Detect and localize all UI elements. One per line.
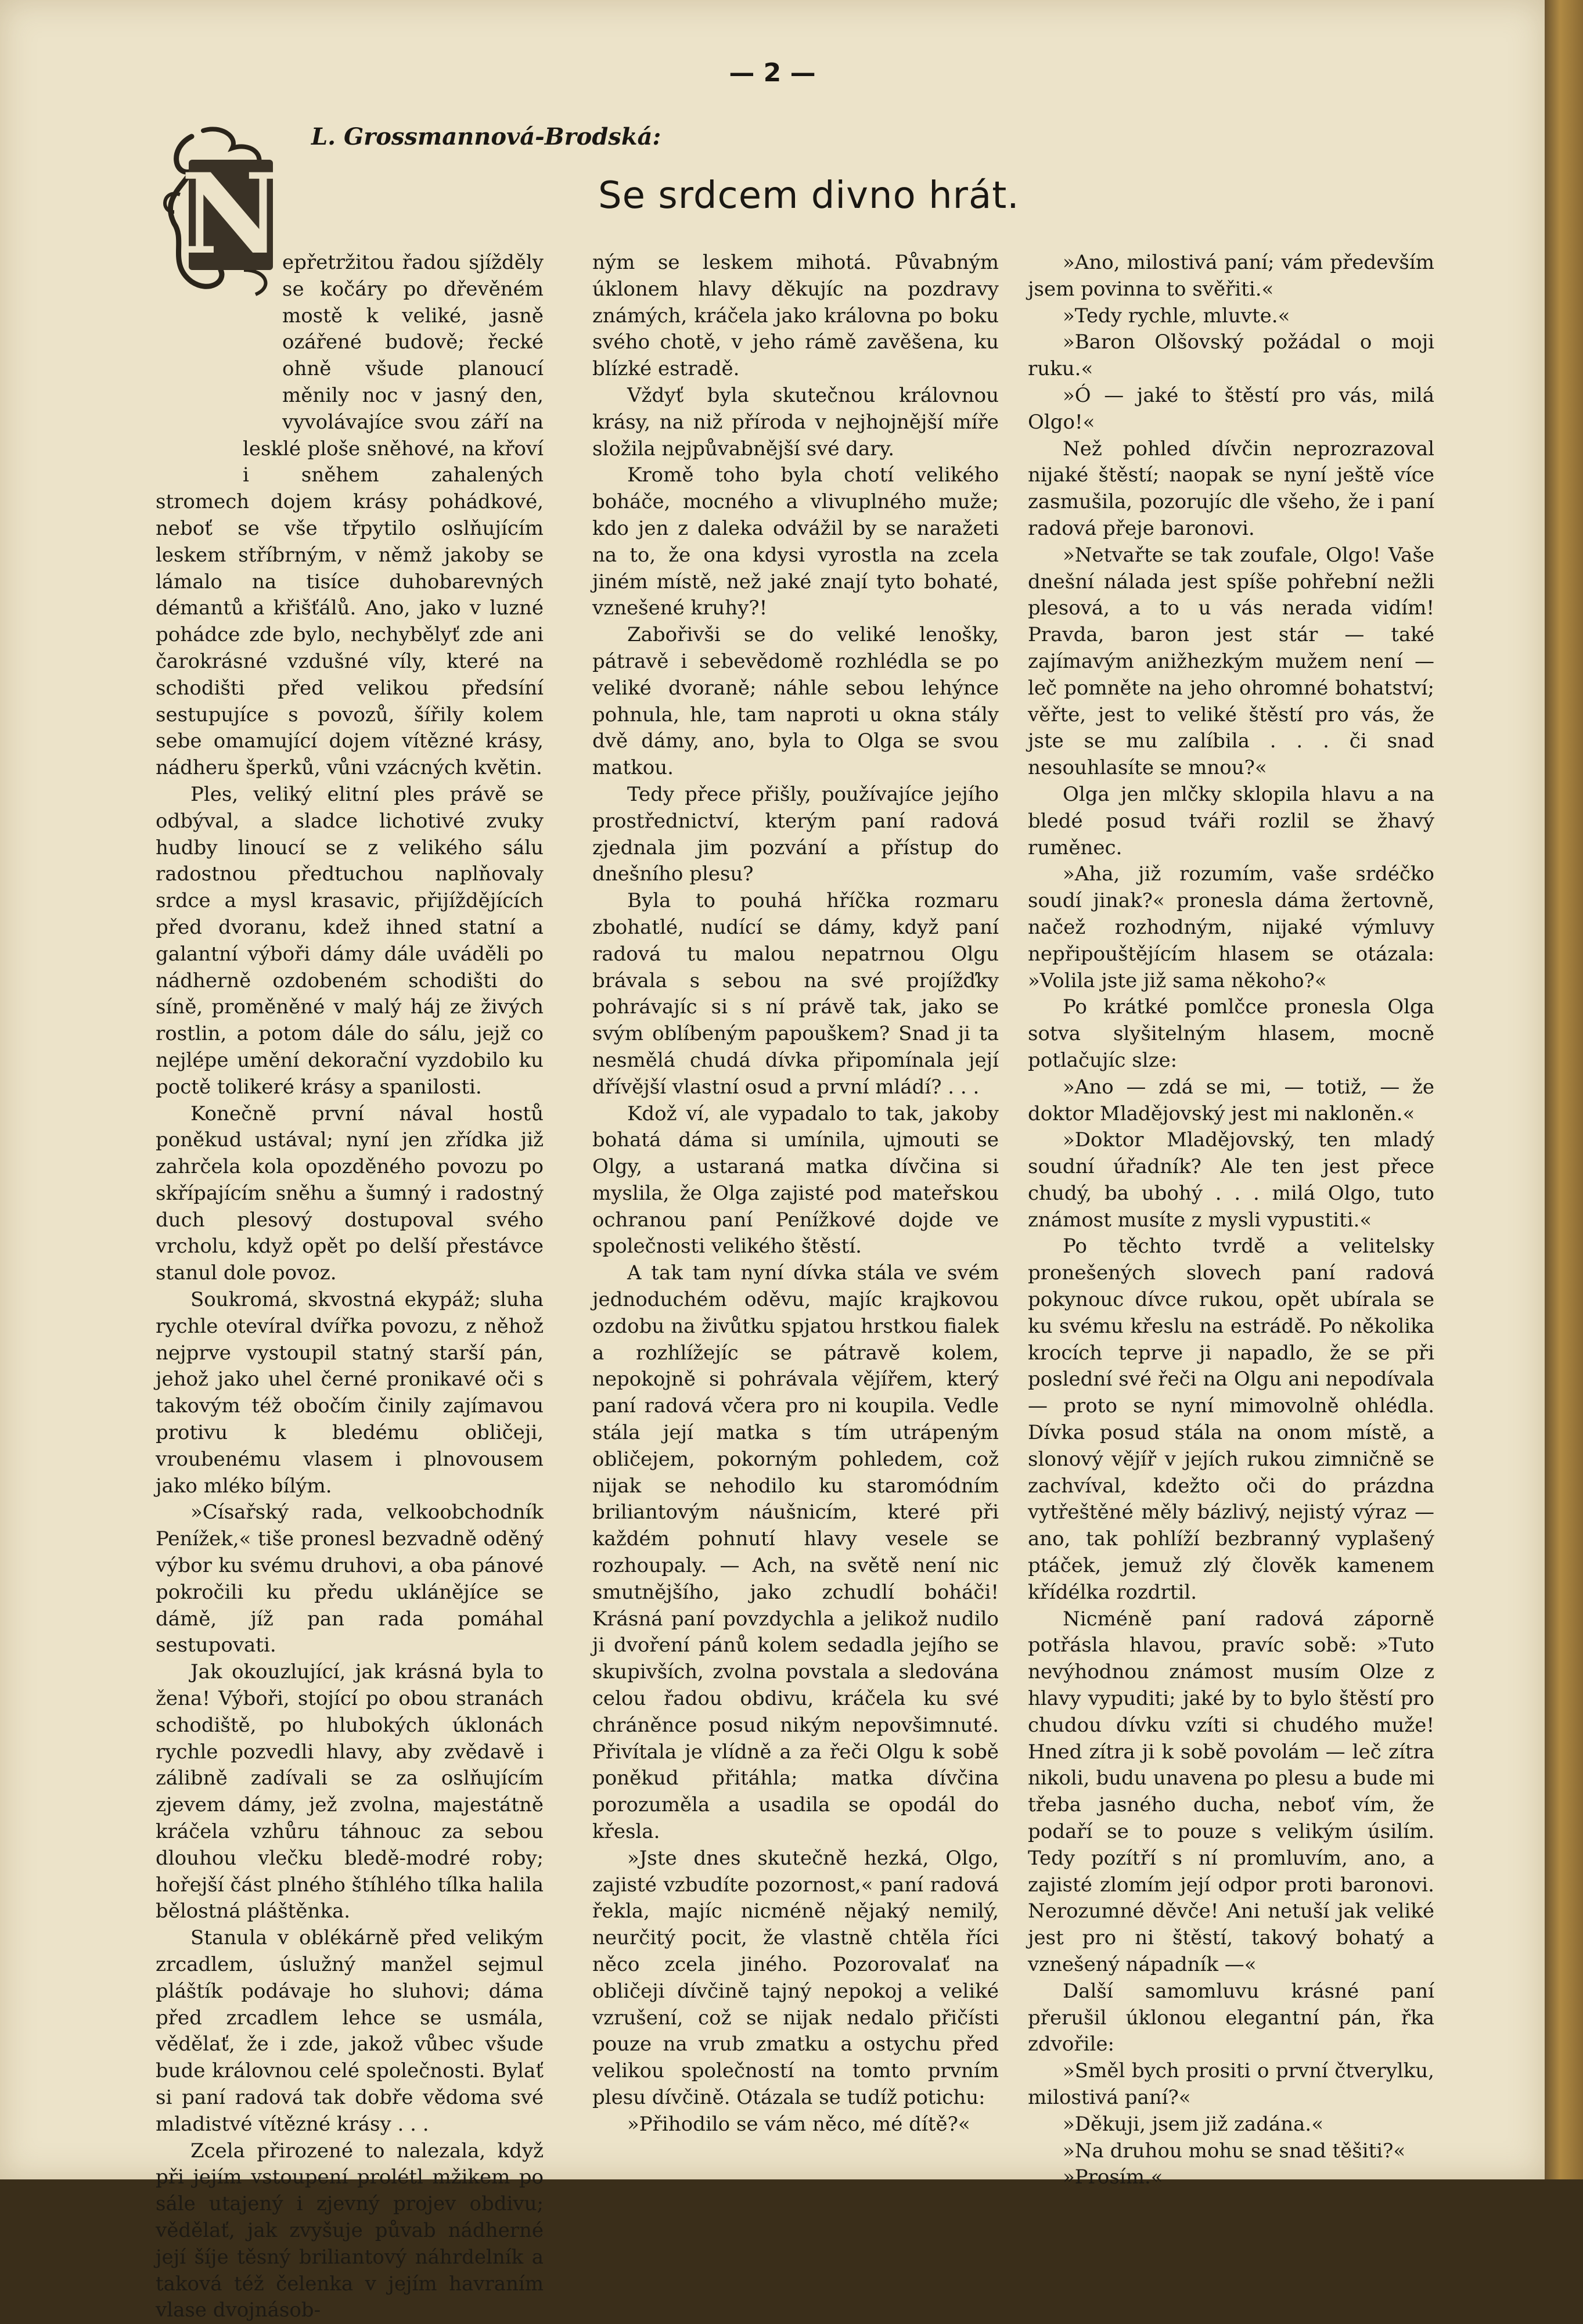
- drop-cap: N: [181, 149, 282, 279]
- paragraph: Jak okouzlující, jak krásná byla to žena! Výboři, stojící po obou stranách schodiště, po hlubokých úklonách rychle pozvedli hlavy, aby zvědavě i zálibně zadívali se za oslňujícím zjevem dámy, jež zvolna, majestátně kráčela vzhůru táhnouc za sebou dlouhou vlečku bledě-modré roby; hořejší část plného štíhlého tílka halila bělostná pláštěnka.: [156, 1660, 544, 1923]
- text-column-3: [1028, 250, 1434, 2191]
- author-byline: L. Grossmannová-Brodská:: [311, 123, 661, 150]
- paragraph: »Na druhou mohu se snad těšiti?«: [1063, 2139, 1406, 2163]
- paragraph: Byla to pouhá hříčka rozmaru zbohatlé, nudící se dámy, když paní radová tu malou nepatrnou Olgu brávala s sebou na své projížďky pohrávajíc si s ní právě tak, jako se svým oblíbeným papouškem? Snad ji ta nesmělá chudá dívka připomínala její dřívější vlastní osud a první mládí? . . .: [592, 889, 999, 1099]
- paragraph: »Doktor Mladějovský, ten mladý soudní úřadník? Ale ten jest přece chudý, ba ubohý . . . milá Olgo, tuto známost musíte z mysli vypustiti.«: [1028, 1128, 1434, 1232]
- text-column-1: [156, 250, 544, 2324]
- text-column-2: [592, 250, 999, 2138]
- paragraph: Než pohled dívčin neprozrazoval nijaké štěstí; naopak se nyní ještě více zasmušila, pozorujíc dle všeho, že i paní radová přeje baronovi.: [1028, 437, 1434, 540]
- paragraph: Zcela přirozené to nalezala, když při jejím vstoupení prolétl mžikem po sále utajený i zjevný projev obdivu; vědělať, jak zvyšuje půvab nádherné její šíje těsný briliantový náhrdelník a taková též čelenka v jejím havraním vlase dvojnásob-: [156, 2139, 544, 2322]
- paragraph: Nicméně paní radová záporně potřásla hlavou, pravíc sobě: »Tuto nevýhodnou známost musím Olze z hlavy vypuditi; jaké by to bylo štěstí pro chudou dívku vzíti si chudého muže! Hned zítra ji k sobě povolám — leč zítra nikoli, budu unavena po plesu a bude mi třeba jasného ducha, neboť vím, že podaří se to pouze s velikým úsilím. Tedy pozítří s ní promluvím, ano, a zajisté zlomím její odpor proti baronovi. Nerozumné děvče! Ani netuší jak veliké jest pro ni štěstí, takový bohatý a vznešený nápadník —«: [1028, 1607, 1434, 1976]
- paragraph: Olga jen mlčky sklopila hlavu a na bledé posud tváři rozlil se žhavý ruměnec.: [1028, 782, 1434, 859]
- paragraph: »Ano — zdá se mi, — totiž, — že doktor Mladějovský jest mi nakloněn.«: [1028, 1075, 1434, 1125]
- paragraph: A tak tam nyní dívka stála ve svém jednoduchém oděvu, majíc krajkovou ozdobu na živůtku spjatou hrstkou fialek a rozhlížejíc se pátravě kolem, nepokojně si pohrávala vějířem, který paní radová včera pro ni koupila. Vedle stála její matka s tím utrápeným obličejem, pokorným pohledem, což nijak se nehodilo ku staromódním briliantovým náušnicím, které při každém pohnutí hlavy vesele se rozhoupaly. — Ach, na světě není nic smutnějšího, jako zchudlí boháči! Krásná paní povzdychla a jelikož nudilo ji dvoření pánů kolem sedadla jejího se skupivších, zvolna povstala a sledována celou řadou obdivu, kráčela ku své chráněnce posud nikým nepovšimnuté. Přivítala je vlídně a za řeči Olgu k sobě poněkud přitáhla; matka dívčina porozuměla a usadila se opodál do křesla.: [592, 1261, 999, 1844]
- paragraph: Kdož ví, ale vypadalo to tak, jakoby bohatá dáma si umínila, ujmouti se Olgy, a ustaraná matka dívčina si myslila, že Olga zajisté pod mateřskou ochranou paní Penížkové dojde ve společnosti velikého štěstí.: [592, 1102, 999, 1258]
- paragraph: Zabořivši se do veliké lenošky, pátravě i sebevědomě rozhlédla se po veliké dvoraně; náhle sebou lehýnce pohnula, hle, tam naproti u okna stály dvě dámy, ano, byla to Olga se svou matkou.: [592, 623, 999, 780]
- paragraph: »Přihodilo se vám něco, mé dítě?«: [627, 2112, 970, 2136]
- paragraph: »Netvařte se tak zoufale, Olgo! Vaše dnešní nálada jest spíše pohřební nežli plesová, a to u vás nerada vidím! Pravda, baron jest stár — také zajímavým anižhezkým mužem není — leč pomněte na jeho ohromné bohatství; věřte, jest to veliké štěstí pro vás, že jste se mu zalíbila . . . či snad nesouhlasíte se mnou?«: [1028, 543, 1434, 780]
- paragraph: Kromě toho byla chotí velikého boháče, mocného a vlivuplného muže; kdo jen z daleka odvážil by se naražeti na to, že ona kdysi vyrostla na zcela jiném místě, než jaké znají tyto bohaté, vznešené kruhy?!: [592, 463, 999, 620]
- paragraph: »Ó — jaké to štěstí pro vás, milá Olgo!«: [1028, 383, 1434, 434]
- paragraph: Po těchto tvrdě a velitelsky pronešených slovech paní radová pokynouc dívce rukou, opět ubírala se ku svému křeslu na estrádě. Po několika krocích teprve ji napadlo, že se při poslední své řeči na Olgu ani nepodívala — proto se nyní mimovolně ohlédla. Dívka posud stála na onom místě, a slonový vějíř v jejích rukou zimničně se zachvíval, kdežto oči do prázdna vytřeštěné měly bázlivý, nejistý výraz — ano, tak pohlíží bezbranný vyplašený ptáček, jemuž zlý člověk kamenem křídélka rozdrtil.: [1028, 1235, 1434, 1604]
- paragraph: Soukromá, skvostná ekypáž; sluha rychle otevíral dvířka povozu, z něhož nejprve vystoupil statný starší pán, jehož jako uhel černé pronikavé oči s takovým též obočím činily zajímavou protivu k bledému obličeji, vroubenému vlasem i plnovousem jako mléko bílým.: [156, 1288, 544, 1498]
- article-title: Se srdcem divno hrát.: [598, 174, 1020, 217]
- paragraph: epřetržitou řadou sjížděly se kočáry po dřevěném mostě k veliké, jasně ozářené budově; řecké ohně všude planoucí měnily noc v jasný den, vyvolávajíce svou září na lesklé ploše sněhové, na křoví i sněhem zahalených stromech dojem krásy pohádkové, neboť se vše třpytilo oslňujícím leskem stříbrným, v němž jakoby se lámalo na tisíce duhobarevných démantů a křišťálů. Ano, jako v luzné pohádce zde bylo, nechybělyť zde ani čarokrásné vzdušné víly, které na schodišti před velikou předsíní sestupujíce s povozů, šířily kolem sebe omamující dojem vítězné krásy, nádheru šperků, vůni vzácných květin.: [156, 251, 544, 780]
- paragraph: »Ano, milostivá paní; vám především jsem povinna to svěřiti.«: [1028, 251, 1434, 301]
- page-number: — 2 —: [729, 58, 816, 88]
- paragraph: »Baron Olšovský požádal o moji ruku.«: [1028, 330, 1434, 381]
- book-spine-edge: [1545, 0, 1583, 2179]
- paragraph: »Aha, již rozumím, vaše srdéčko soudí jinak?« pronesla dáma žertovně, načež rozhodným, nijaké výmluvy nepřipouštějícím hlasem se otázala: »Volila jste již sama někoho?«: [1028, 862, 1434, 992]
- paragraph: »Prosím.«: [1063, 2165, 1163, 2189]
- paragraph: »Směl bych prositi o první čtverylku, milostivá paní?«: [1028, 2059, 1434, 2109]
- paragraph: »Císařský rada, velkoobchodník Penížek,« tiše pronesl bezvadně oděný výbor ku svému druhovi, a oba pánové pokročili ku předu uklánějíce se dámě, jíž pan rada pomáhal sestupovati.: [156, 1501, 544, 1657]
- paragraph: Další samomluvu krásné paní přerušil úklonou elegantní pán, řka zdvořile:: [1028, 1979, 1434, 2056]
- paragraph: Tedy přece přišly, používajíce jejího prostřednictví, kterým paní radová zjednala jim pozvání a přístup do dnešního plesu?: [592, 782, 999, 886]
- paragraph: Vždyť byla skutečnou královnou krásy, na niž příroda v nejhojnější míře složila nejpůvabnější své dary.: [592, 383, 999, 461]
- paragraph: Stanula v oblékárně před velikým zrcadlem, úslužný manžel sejmul pláštík podávaje ho sluhovi; dáma před zrcadlem lehce se usmála, vědělať, že i zde, jakož vůbec všude bude královnou celé společnosti. Bylať si paní radová tak dobře vědoma své mladistvé vítězné krásy . . .: [156, 1926, 544, 2136]
- paragraph: ným se leskem mihotá. Půvabným úklonem hlavy děkujíc na pozdravy známých, kráčela jako královna po boku svého chotě, v jeho rámě zavěšena, ku blízké estradě.: [592, 251, 999, 381]
- paragraph: »Jste dnes skutečně hezká, Olgo, zajisté vzbudíte pozornost,« paní radová řekla, majíc nicméně nějaký nemilý, neurčitý pocit, že vlastně chtěla říci něco zcela jiného. Pozorovalať na obličeji dívčině tajný nepokoj a veliké vzrušení, což se nijak nedalo přičísti pouze na vrub zmatku a ostychu před velikou společností na tomto prvním plesu dívčině. Otázala se tudíž potichu:: [592, 1846, 999, 2109]
- paragraph: »Tedy rychle, mluvte.«: [1063, 304, 1290, 328]
- paragraph: »Děkuji, jsem již zadána.«: [1063, 2112, 1324, 2136]
- paragraph: Konečně první nával hostů poněkud ustával; nyní jen zřídka již zahrčela kola opozděného povozu po skřípajícím sněhu a šumný i radostný duch plesový dostupoval svého vrcholu, když opět po delší přestávce stanul dole povoz.: [156, 1102, 544, 1285]
- paragraph: Po krátké pomlčce pronesla Olga sotva slyšitelným hlasem, mocně potlačujíc slze:: [1028, 995, 1434, 1072]
- paragraph: Ples, veliký elitní ples právě se odbýval, a sladce lichotivé zvuky hudby linoucí se z velikého sálu radostnou předtuchou naplňovaly srdce a mysl krasavic, přijíždějících před dvoranu, kdež ihned statní a galantní výboři dámy dále uváděli po nádherně ozdobeném schodišti do síně, proměněné v malý háj ze živých rostlin, a potom dále do sálu, jejž co nejlépe umění dekorační vyzdobilo ku poctě tolikeré krásy a spanilosti.: [156, 782, 544, 1099]
